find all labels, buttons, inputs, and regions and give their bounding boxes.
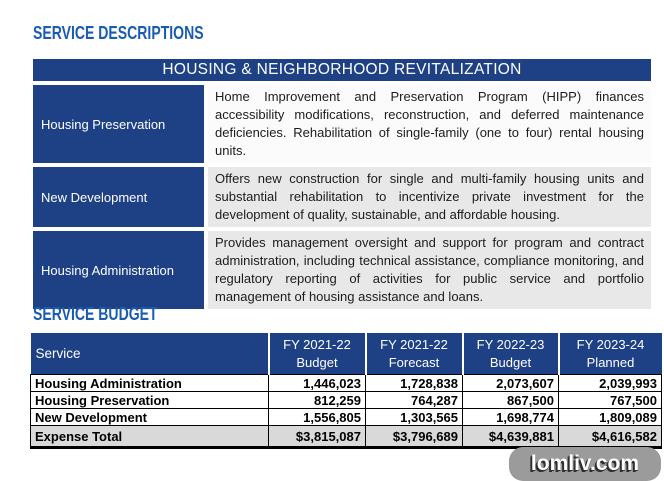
- budget-value: 1,728,838: [366, 375, 463, 392]
- budget-service-name: Housing Administration: [31, 375, 269, 392]
- header-line1: FY 2022-23: [476, 336, 545, 352]
- description-row-housing-administration: [33, 231, 651, 309]
- header-fy2122-forecast: [366, 333, 463, 375]
- budget-value: 767,500: [559, 392, 662, 409]
- row-text-housing-administration: Provides management oversight and support for program and contract administration, including technical assistance, compliance monitoring, and regulatory reporting of activities for public service and portfolio management of housing assistance and loans.: [208, 231, 651, 309]
- budget-value: 764,287: [366, 392, 463, 409]
- expense-total-label: Expense Total: [31, 426, 269, 448]
- budget-value: 1,556,805: [269, 409, 366, 426]
- housing-revitalization-banner: HOUSING & NEIGHBORHOOD REVITALIZATION: [33, 59, 651, 81]
- budget-value: 2,039,993: [559, 375, 662, 392]
- row-label-housing-preservation: Housing Preservation: [33, 85, 204, 163]
- expense-total-value: $4,616,582: [559, 426, 662, 448]
- budget-header-row: [31, 333, 662, 375]
- watermark-text: lomliv.com: [530, 452, 640, 475]
- row-label-housing-administration: Housing Administration: [33, 231, 204, 309]
- expense-total-value: $3,815,087: [269, 426, 366, 448]
- budget-value: 812,259: [269, 392, 366, 409]
- budget-row-housing-administration: [31, 375, 662, 392]
- header-line2: Planned: [586, 354, 635, 370]
- expense-total-value: $4,639,881: [463, 426, 559, 448]
- budget-value: 1,446,023: [269, 375, 366, 392]
- header-fy2223-budget: [463, 333, 559, 375]
- budget-expense-total-row: [31, 426, 662, 448]
- header-line1: FY 2021-22: [283, 336, 351, 352]
- service-descriptions-title: SERVICE DESCRIPTIONS: [33, 23, 204, 43]
- watermark-badge: [509, 447, 661, 481]
- service-budget-title: SERVICE BUDGET: [33, 304, 158, 324]
- row-text-new-development: Offers new construction for single and multi-family housing units and substantial rehabilitation to incentivize private investment for the development of quality, sustainable, and affordable housing.: [208, 167, 651, 227]
- budget-row-new-development: [31, 409, 662, 426]
- budget-value: 1,303,565: [366, 409, 463, 426]
- row-text-housing-preservation: Home Improvement and Preservation Program (HIPP) finances accessibility modifications, reconstruction, and deferred maintenance deficiencies. Rehabilitation of single-family (one to four) rental housing units.: [208, 85, 651, 163]
- header-line1: FY 2021-22: [380, 336, 448, 352]
- budget-value: 867,500: [463, 392, 559, 409]
- budget-value: 1,698,774: [463, 409, 559, 426]
- expense-total-value: $3,796,689: [366, 426, 463, 448]
- description-row-new-development: [33, 167, 651, 227]
- budget-service-name: Housing Preservation: [31, 392, 269, 409]
- header-fy2324-planned: [559, 333, 662, 375]
- header-fy2122-budget: [269, 333, 366, 375]
- budget-row-housing-preservation: [31, 392, 662, 409]
- service-descriptions-table: [33, 59, 651, 309]
- header-line2: Budget: [296, 354, 338, 370]
- header-line1: FY 2023-24: [576, 336, 645, 352]
- header-line2: Budget: [489, 354, 532, 370]
- budget-value: 2,073,607: [463, 375, 559, 392]
- budget-value: 1,809,089: [559, 409, 662, 426]
- header-service: Service: [31, 333, 269, 375]
- budget-service-name: New Development: [31, 409, 269, 426]
- row-label-new-development: New Development: [33, 167, 204, 227]
- header-line2: Forecast: [388, 354, 440, 370]
- description-row-housing-preservation: [33, 85, 651, 163]
- service-budget-table: [30, 333, 662, 449]
